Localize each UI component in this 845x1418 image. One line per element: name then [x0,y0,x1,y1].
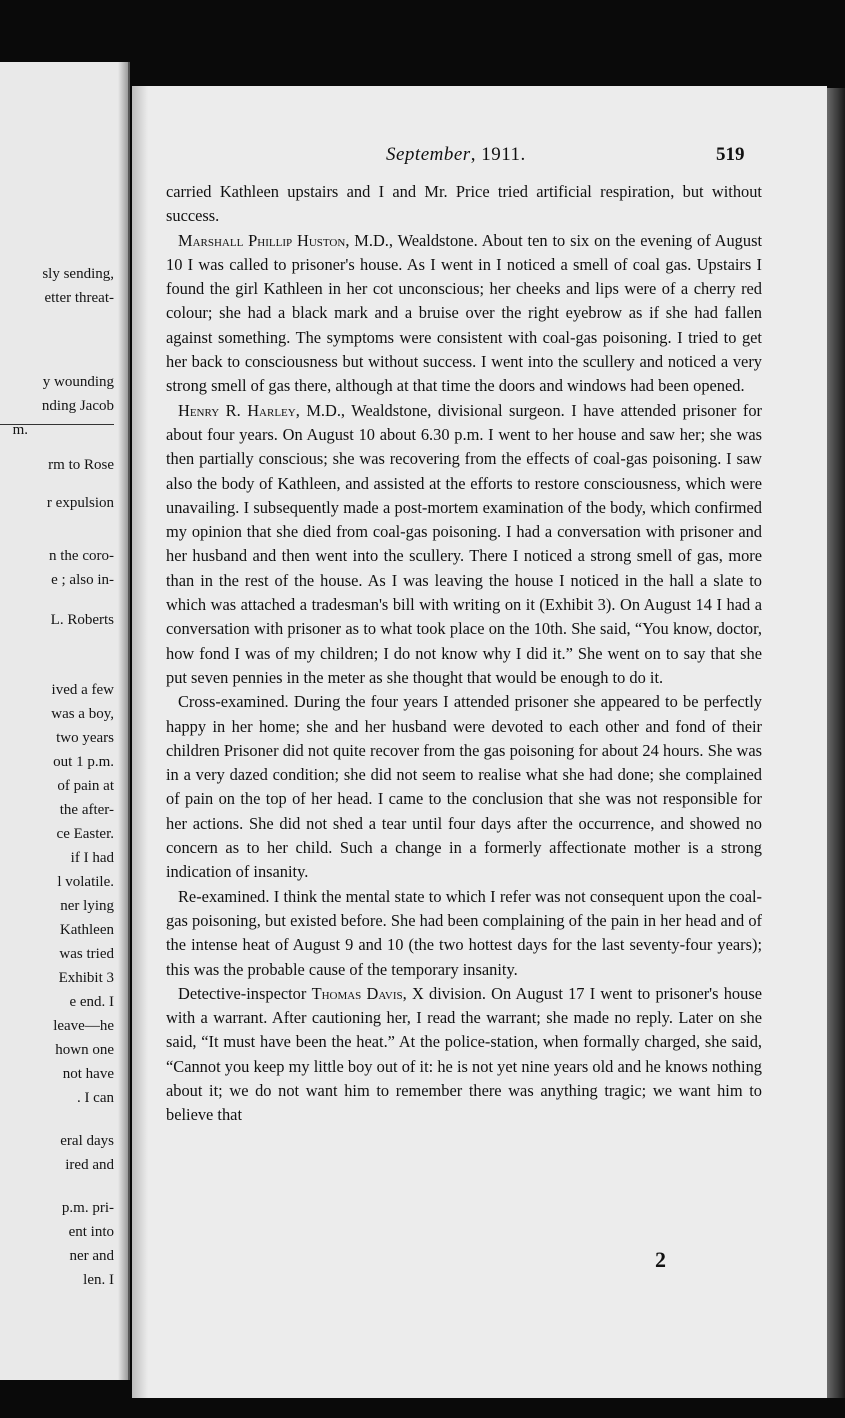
running-head-month: September [386,144,471,165]
left-fragment: r expulsion [46,495,114,511]
left-fragment: ired and [65,1157,114,1173]
page-edge [827,88,845,1398]
page-gutter-shadow [132,86,148,1398]
left-fragment: l volatile. [57,874,114,890]
left-fragment: out 1 p.m. [53,754,114,770]
left-fragment: Exhibit 3 [58,970,114,986]
running-head-year: , 1911. [470,144,526,165]
paragraph-text: , M.D., Wealdstone, divisional surgeon. I have attended prisoner for about four years. On August 10 about 6.30 p.m. I went to her house and saw her; she was then partially conscious; she was recovering from the effects of coal-gas poisoning. I saw also the body of Kathleen, and assisted at the efforts to restore consciousness, which were unavailing. I subsequently made a post-mortem examination of the body, which confirmed my opinion that she died from coal-gas poisoning. I had a conversation with prisoner and her husband and then went into the scullery. There I noticed a strong smell of gas, more than in the rest of the house. As I was leaving the house I noticed in the hall a slate to which was attached a tradesman's bill with writing on it (Exhibit 3). On August 14 I had a conversation with prisoner as to what took place on the 10th. She said, “You know, doctor, how fond I was of my children; I do not know why I did it.” She went on to say that she put seven pennies in the meter as she thought that would be enough to do it. [166,400,762,687]
left-fragment: len. I [83,1272,114,1288]
paragraph-text: carried Kathleen upstairs and I and Mr. Price tried artificial respiration, but without success. [166,182,762,226]
paragraph-text: Cross-examined. During the four years I attended prisoner she appeared to be perfectly happy in her home; she and her husband were devoted to each other and fond of their children Prisoner did not quite recover from the gas poisoning for about 24 hours. She was in a very dazed condition; she did not seem to realise what she had done; she complained of pain on the top of her head. I came to the conclusion that she was not responsible for her actions. She did not shed a tear until four days after the occurrence, and showed no concern as to her child. Such a change in a formerly affectionate mother is a strong indication of insanity. [166,692,762,882]
left-fragment: m. [12,422,28,438]
body-text [166,180,762,1128]
left-fragment: the after- [59,802,114,818]
left-fragment: e end. I [69,994,114,1010]
left-fragment: was tried [59,946,114,962]
left-fragment: . I can [76,1090,114,1106]
left-fragment: n the coro- [49,548,114,564]
signature-mark: 2 [655,1247,666,1272]
left-fragment: of pain at [57,778,114,794]
paragraph-text: Re-examined. I think the mental state to which I refer was not consequent upon the coal-gas poisoning, but existed before. She had been complaining of the pain in her head and of the intense heat of August 9 and 10 (the two hottest days for the last seventy-four years); this was the probable cause of the temporary insanity. [166,886,762,979]
left-fragment: two years [56,730,114,746]
left-fragment: was a boy, [51,706,114,722]
left-fragment: e ; also in- [51,572,114,588]
witness-name: Thomas Davis [311,983,403,1003]
left-fragment: not have [62,1066,114,1082]
page-number: 519 [716,144,745,165]
paragraph [166,229,762,399]
left-fragment: ce Easter. [56,826,114,842]
left-fragment: ent into [68,1224,114,1240]
left-fragment: Kathleen [59,922,114,938]
paragraph [166,982,762,1128]
left-fragment: y wounding [42,374,114,390]
paragraph [166,399,762,691]
paragraph [166,885,762,982]
left-fragment: leave—he [53,1018,114,1034]
paragraph-text: , M.D., Wealdstone. About ten to six on the evening of August 10 I was called to prisoner's house. As I went in I noticed a smell of coal gas. Upstairs I found the girl Kathleen in her cot unconscious; her cheeks and lips were of a cherry red colour; she had a black mark and a bruise over the right eyebrow as if she had fallen against something. The symptoms were consistent with coal-gas poisoning. I tried to get her back to consciousness but without success. I went into the scullery and noticed a very strong smell of gas there, although at that time the doors and windows had been opened. [166,230,763,396]
left-fragment: sly sending, [42,266,114,282]
left-fragment: ner and [69,1248,114,1264]
running-head [386,144,526,166]
witness-name: Henry R. Harley [178,400,296,420]
left-fragment: eral days [60,1133,114,1149]
left-fragment: nding Jacob [41,398,114,414]
left-fragment: ived a few [51,682,114,698]
left-fragment: p.m. pri- [61,1200,114,1216]
witness-title: Detective-inspector [178,983,312,1003]
left-fragment: ner lying [60,898,114,914]
paragraph [166,690,762,884]
left-fragment: etter threat- [44,290,114,306]
left-page [0,62,130,1380]
paragraph [166,180,762,229]
left-fragment: rm to Rose [48,457,114,473]
left-fragment: L. Roberts [50,612,114,628]
left-fragment: if I had [70,850,114,866]
page-gutter [118,62,128,1380]
paragraph-text: , X division. On August 17 I went to prisoner's house with a warrant. After cautioning her, I read the warrant; she made no reply. Later on she said, “It must have been the heat.” At the police-station, when formally charged, she said, “Cannot you keep my little boy out of it: he is not yet nine years old and he knows nothing about it; we do not want him to remember there was anything tragic; we want him to believe that [166,983,762,1125]
witness-name: Marshall Phillip Huston [178,230,346,250]
left-fragment: hown one [55,1042,114,1058]
